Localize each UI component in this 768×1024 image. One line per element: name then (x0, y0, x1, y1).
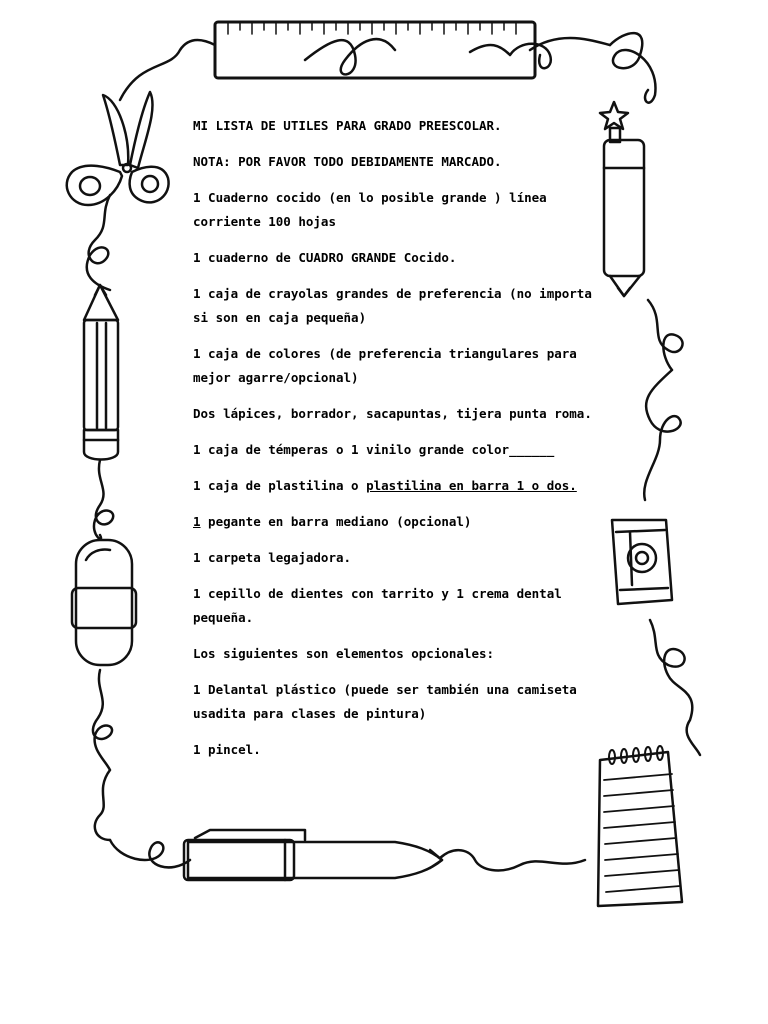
list-item: 1 caja de témperas o 1 vinilo grande color______ (193, 442, 555, 457)
vine-top-right (610, 33, 655, 103)
scissors-icon (67, 92, 169, 205)
list-item-text: 1 caja de plastilina o (193, 478, 367, 493)
list-item: 1 pincel. (193, 742, 261, 757)
list-item (193, 510, 593, 534)
crayon-icon (600, 102, 644, 296)
list-note: NOTA: POR FAVOR TODO DEBIDAMENTE MARCADO. (193, 154, 502, 169)
vine-bottom (110, 840, 585, 870)
list-item: 1 Delantal plástico (puede ser también una camiseta usadita para clases de pintura) (193, 682, 577, 721)
notebook-icon (598, 746, 682, 906)
list-item: 1 cepillo de dientes con tarrito y 1 crema dental pequeña. (193, 586, 562, 625)
list-item: 1 Cuaderno cocido (en lo posible grande ) línea corriente 100 hojas (193, 190, 547, 229)
list-item: 1 caja de colores (de preferencia triangulares para mejor agarre/opcional) (193, 346, 577, 385)
vine-right (644, 300, 700, 755)
list-item: 1 carpeta legajadora. (193, 550, 352, 565)
list-item: Dos lápices, borrador, sacapuntas, tijera punta roma. (193, 406, 592, 421)
vine-left (87, 195, 113, 840)
sharpener-icon (612, 520, 672, 604)
list-item: 1 cuaderno de CUADRO GRANDE Cocido. (193, 250, 457, 265)
list-item: 1 caja de crayolas grandes de preferencia (no importa si son en caja pequeña) (193, 286, 592, 325)
list-title: MI LISTA DE UTILES PARA GRADO PREESCOLAR. (193, 118, 502, 133)
list-item-text: pegante en barra mediano (opcional) (200, 514, 472, 529)
optional-header: Los siguientes son elementos opcionales: (193, 646, 495, 661)
ruler-icon (215, 22, 535, 78)
list-item-number: 1 (193, 514, 201, 529)
list-item (193, 474, 593, 498)
supply-list (193, 114, 593, 774)
eraser-icon (72, 540, 136, 665)
pencil-icon (84, 285, 118, 460)
pen-icon (184, 830, 442, 880)
list-item-underlined-text: plastilina en barra 1 o dos. (366, 478, 577, 493)
